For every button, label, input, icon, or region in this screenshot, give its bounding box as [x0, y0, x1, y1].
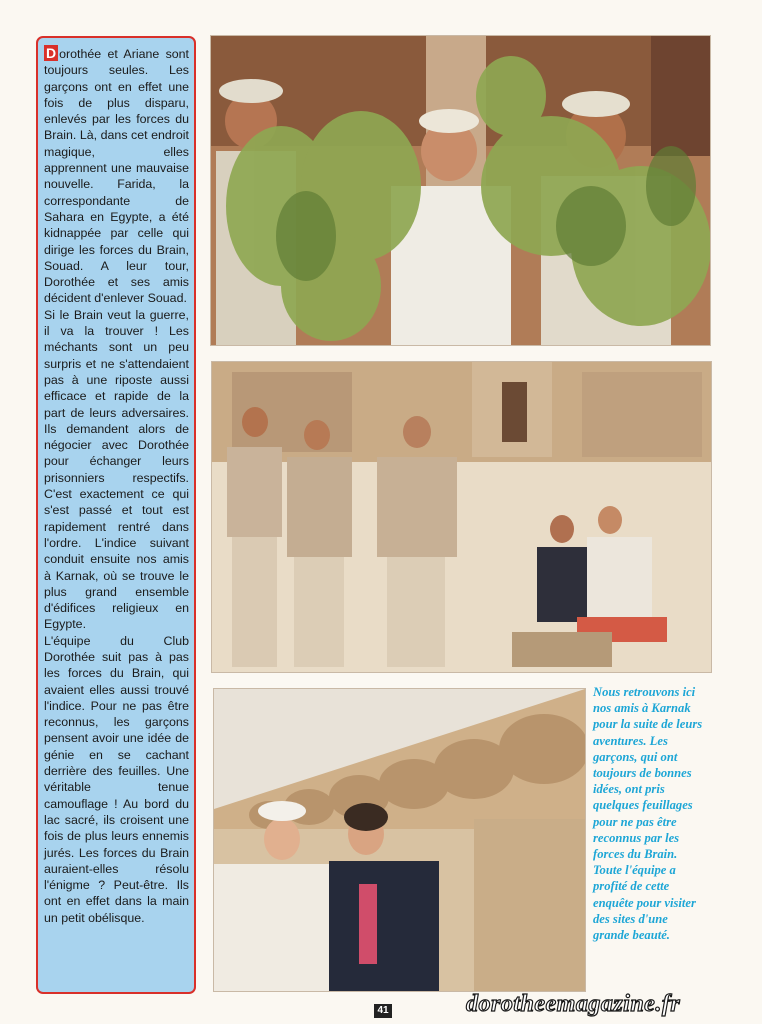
photo-team-at-karnak — [211, 361, 712, 673]
article-body — [44, 45, 189, 926]
photo-caption: Nous retrouvons ici nos amis à Karnak pour la suite de leurs aventures. Les garçons, qui ont toujours de bonnes idées, ont pris quelques feuillages pour ne pas être reconnus par les forces du Brain. Toute l'équipe a profité de cette enquête pour visiter des sites d'une grande beauté. — [593, 685, 703, 943]
article-text-box — [36, 36, 196, 994]
photo-sphinx-avenue — [213, 688, 586, 992]
site-watermark: dorotheemagazine.fr — [466, 991, 681, 1017]
page-number: 41 — [374, 1004, 392, 1018]
drop-cap: D — [46, 45, 57, 61]
photo-men-with-foliage — [210, 35, 711, 346]
article-body-text: orothée et Ariane sont toujours seules. Les garçons ont en effet une fois de plus disparu, enlevés par les forces du Brain. Là, dans cet endroit magique, elles apprennent une mauvaise nouvelle. Farida, la correspondante de Sahara en Egypte, a été kidnappée par celle qui dirige les forces du Brain, Souad. A leur tour, Dorothée et ses amis décident d'enlever Souad. Si le Brain veut la guerre, il va la trouver ! Les méchants sont un peu surpris et ne s'attendaient pas à une riposte aussi efficace et rapide de la part de leurs adversaires. Ils demandent alors de négocier avec Dorothée pour échanger leurs prisonniers respectifs. C'est exactement ce qui s'est passé et tout est rapidement rentré dans l'ordre. L'indice suivant conduit ensuite nos amis à Karnak, où se trouve le plus grand ensemble d'édifices religieux en Egypte. L'équipe du Club Dorothée suit pas à pas les forces du Brain, qui avaient elles aussi trouvé l'indice. Pour ne pas être reconnus, les garçons pensent avoir une idée de génie en se cachant derrière des feuilles. Une véritable tenue camouflage ! Au bord du lac sacré, ils croisent une fois de plus leurs ennemis jurés. Les forces du Brain auraient-elles résolu l'énigme ? Peut-être. Ils ont en effet dans la main un petit obélisque. — [44, 47, 189, 925]
